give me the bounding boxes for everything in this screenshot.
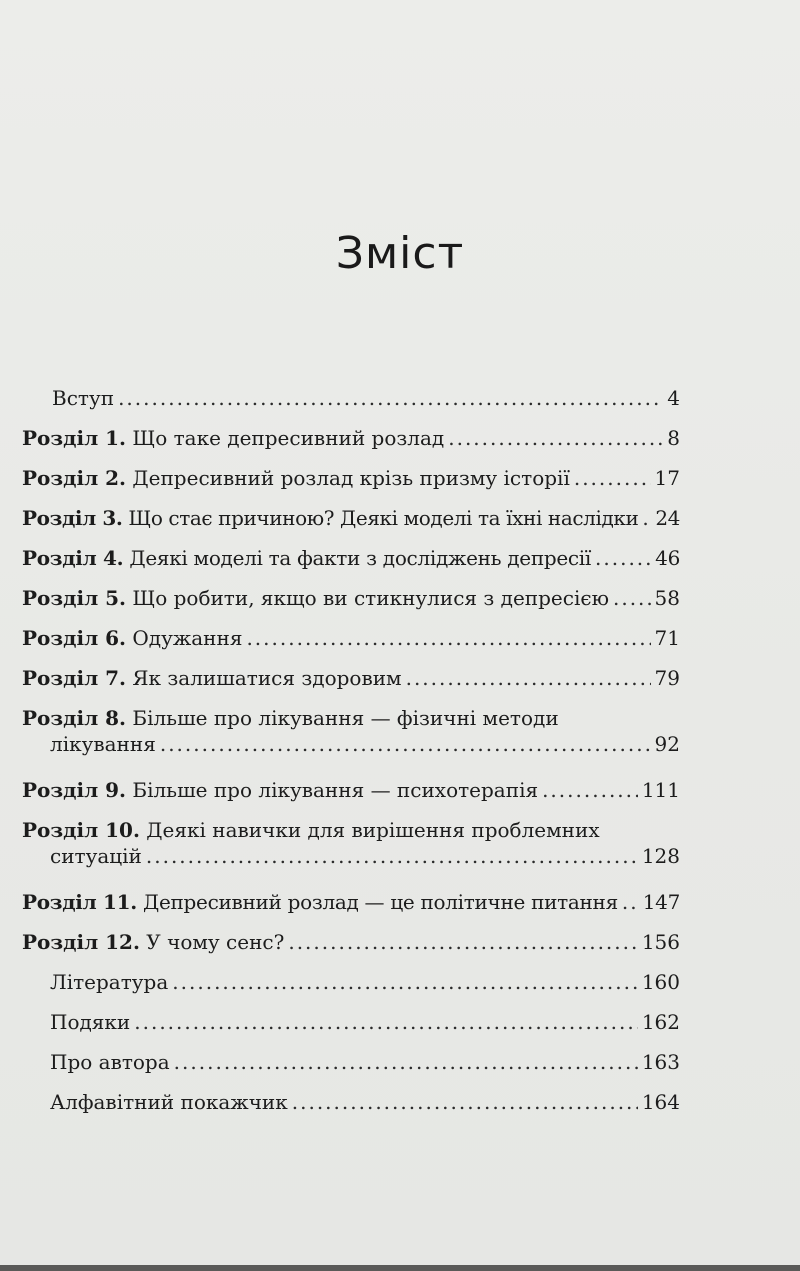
- toc-entry-title: Що таке депресивний розлад: [132, 426, 445, 450]
- toc-page-number: 46: [655, 546, 680, 570]
- toc-entry-references: [0, 956, 800, 996]
- toc-entry-title: Алфавітний покажчик: [50, 1090, 288, 1114]
- toc-entry-chapter-4: [0, 532, 800, 572]
- toc-entry-title: Більше про лікування — фізичні методи: [132, 706, 559, 730]
- toc-entry-chapter-11: [0, 876, 800, 916]
- toc-page-number: 163: [641, 1050, 680, 1074]
- toc-entry-title: Депресивний розлад — це політичне питання: [143, 890, 618, 914]
- toc-entry-title: Що стає причиною? Деякі моделі та їхні наслідки: [128, 506, 639, 530]
- toc-chapter-label: Розділ 8.: [22, 706, 127, 730]
- toc-entry-chapter-12: [0, 916, 800, 956]
- toc-chapter-label: Розділ 11.: [22, 890, 137, 914]
- toc-chapter-label: Розділ 7.: [22, 666, 127, 690]
- toc-page-number: 162: [641, 1010, 680, 1034]
- toc-page-number: 58: [654, 586, 680, 610]
- toc-entry-chapter-6: [0, 612, 800, 652]
- toc-entry-title: Вступ: [52, 386, 115, 410]
- toc-entry-title: Що робити, якщо ви стикнулися з депресією: [132, 586, 609, 610]
- toc-page-number: 164: [641, 1090, 680, 1114]
- toc-entry-index: [0, 1076, 800, 1116]
- toc-entry-about-author: [0, 1036, 800, 1076]
- toc-page-number: 128: [641, 844, 680, 868]
- toc-entry-chapter-7: [0, 652, 800, 692]
- toc-entry-title: Депресивний розлад крізь призму історії: [132, 466, 570, 490]
- toc-page-number: 92: [654, 732, 680, 756]
- toc-page-number: 147: [642, 890, 680, 914]
- toc-chapter-label: Розділ 3.: [22, 506, 123, 530]
- toc-chapter-label: Розділ 1.: [22, 426, 127, 450]
- toc-page-number: 71: [654, 626, 680, 650]
- toc-entry-intro: [0, 372, 800, 412]
- toc-entry-title: У чому сенс?: [146, 930, 285, 954]
- toc-page-number: 79: [654, 666, 680, 690]
- toc-chapter-label: Розділ 4.: [22, 546, 124, 570]
- dot-leader: [160, 724, 651, 764]
- toc-chapter-label: Розділ 5.: [22, 586, 127, 610]
- toc-entry-title: Про автора: [50, 1050, 170, 1074]
- toc-entry-title: Деякі моделі та факти з досліджень депресії: [129, 546, 592, 570]
- toc-page-number: 8: [667, 426, 680, 450]
- toc-entry-title-continued: лікування: [50, 732, 156, 756]
- toc-page-number: 111: [641, 778, 680, 802]
- toc-chapter-label: Розділ 9.: [22, 778, 127, 802]
- toc-page-number: 24: [655, 506, 680, 530]
- table-of-contents: [0, 372, 800, 1116]
- toc-entry-chapter-2: [0, 452, 800, 492]
- toc-entry-title: Одужання: [132, 626, 243, 650]
- toc-entry-chapter-8: [0, 692, 800, 764]
- toc-entry-title: Більше про лікування — психотерапія: [132, 778, 539, 802]
- toc-entry-title: Як залишатися здоровим: [132, 666, 402, 690]
- page-title: Зміст: [335, 228, 465, 279]
- toc-page-number: 156: [641, 930, 680, 954]
- toc-chapter-label: Розділ 10.: [22, 818, 140, 842]
- toc-chapter-label: Розділ 12.: [22, 930, 140, 954]
- dot-leader: [146, 836, 638, 876]
- toc-entry-chapter-3: [0, 492, 800, 532]
- page-bottom-edge: [0, 1265, 800, 1271]
- toc-chapter-label: Розділ 6.: [22, 626, 127, 650]
- toc-entry-title: Подяки: [50, 1010, 131, 1034]
- toc-entry-chapter-1: [0, 412, 800, 452]
- toc-entry-title: Деякі навички для вирішення проблемних: [146, 818, 600, 842]
- toc-entry-chapter-9: [0, 764, 800, 804]
- dot-leader: [292, 1082, 638, 1122]
- toc-entry-chapter-5: [0, 572, 800, 612]
- toc-page-number: 4: [667, 386, 680, 410]
- toc-page-number: 160: [641, 970, 680, 994]
- toc-entry-title-continued: ситуацій: [50, 844, 142, 868]
- toc-entry-chapter-10: [0, 804, 800, 876]
- toc-page-number: 17: [654, 466, 680, 490]
- toc-entry-acknowledgements: [0, 996, 800, 1036]
- toc-entry-title: Література: [50, 970, 169, 994]
- toc-chapter-label: Розділ 2.: [22, 466, 127, 490]
